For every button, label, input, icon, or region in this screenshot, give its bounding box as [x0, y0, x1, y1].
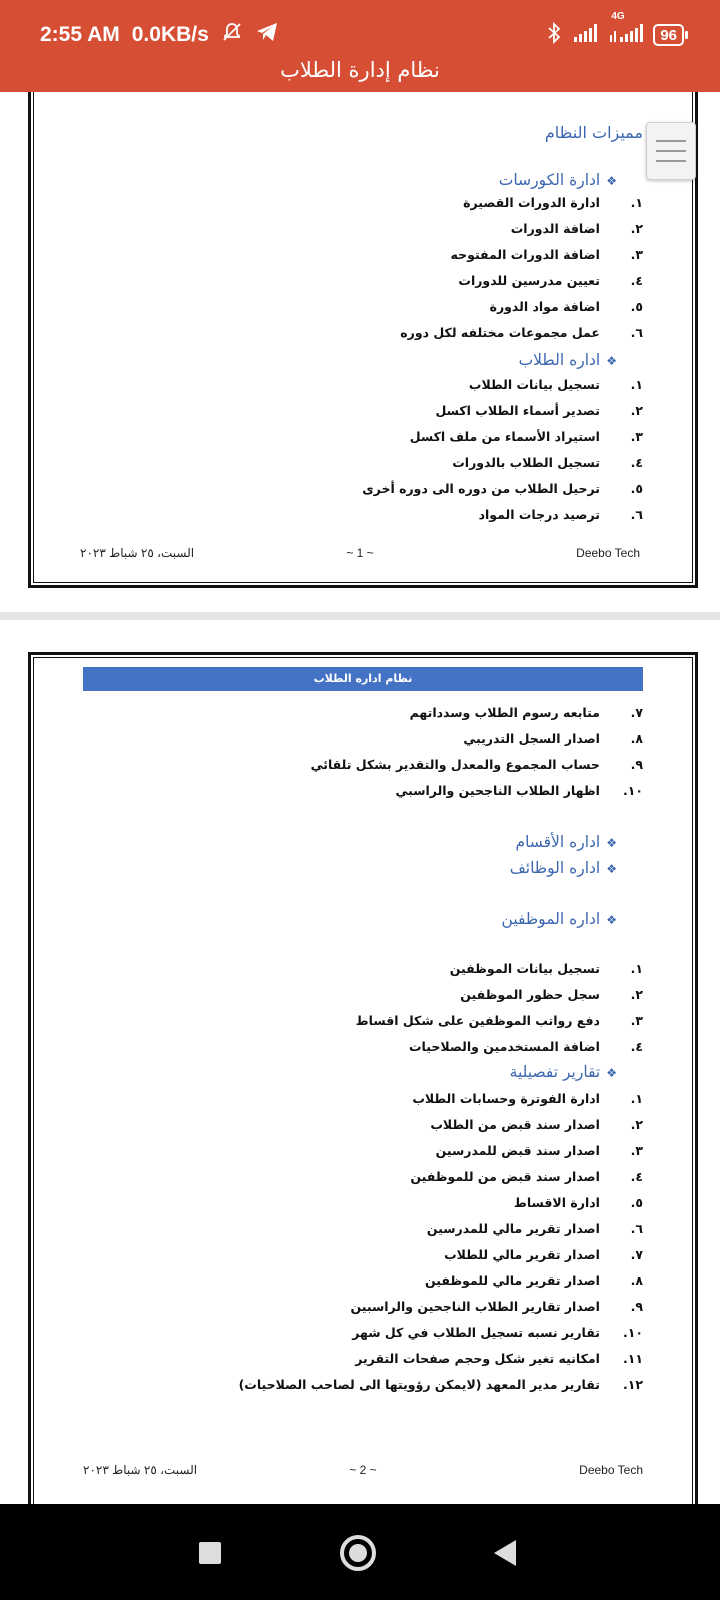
item-text: اصدار سند قبض من الطلاب	[430, 1117, 600, 1132]
list-item	[400, 325, 643, 340]
item-text: تعيين مدرسين للدورات	[458, 273, 600, 288]
section-reports-title	[510, 1063, 617, 1081]
list-item	[460, 987, 643, 1002]
footer-page-number: ~ 1 ~	[346, 546, 374, 560]
signal-icon	[573, 23, 599, 48]
list-item	[351, 1299, 644, 1314]
item-text: سجل حظور الموظفين	[460, 987, 600, 1002]
list-item	[410, 429, 643, 444]
item-number: ٣.	[630, 1143, 643, 1158]
footer-page-number: ~ 2 ~	[349, 1463, 377, 1477]
item-text: ترصيد درجات المواد	[478, 507, 600, 522]
list-item	[444, 1247, 643, 1262]
item-number: ٧.	[630, 705, 643, 720]
page-separator	[0, 612, 720, 620]
item-number: ٩.	[630, 757, 643, 772]
diamond-bullet-icon: ❖	[606, 1066, 617, 1080]
app-title: نظام إدارة الطلاب	[280, 58, 440, 82]
item-number: ١.	[630, 961, 643, 976]
item-text: ادارة الدورات القصيرة	[463, 195, 600, 210]
diamond-bullet-icon: ❖	[606, 354, 617, 368]
list-item	[436, 403, 644, 418]
list-item	[479, 507, 643, 522]
list-item	[356, 1013, 643, 1028]
section-label: اداره الموظفين	[501, 910, 601, 928]
item-number: ٦.	[630, 325, 643, 340]
item-number: ٢.	[630, 987, 643, 1002]
item-number: ١.	[630, 1091, 643, 1106]
list-item	[410, 705, 643, 720]
section-departments-title	[515, 833, 617, 851]
item-text: اصدار تقرير مالي للطلاب	[444, 1247, 600, 1262]
section-label: اداره الطلاب	[518, 351, 601, 369]
item-text: ادارة الاقساط	[513, 1195, 600, 1210]
item-number: ٤.	[630, 1039, 643, 1054]
section-jobs-title	[510, 859, 617, 877]
recents-button[interactable]	[199, 1542, 221, 1564]
item-text: ادارة الفوترة وحسابات الطلاب	[412, 1091, 600, 1106]
item-text: حساب المجموع والمعدل والتقدير بشكل تلقائي	[310, 757, 600, 772]
item-text: تصدير أسماء الطلاب اكسل	[435, 403, 600, 418]
status-bar-left	[40, 20, 279, 50]
item-text: تقارير نسبه تسجيل الطلاب في كل شهر	[352, 1325, 600, 1340]
menu-line-icon	[656, 160, 686, 162]
item-text: اضافة مواد الدورة	[489, 299, 600, 314]
battery-indicator	[653, 24, 684, 46]
item-text: اصدار سند قبض للمدرسين	[435, 1143, 600, 1158]
item-number: ٢.	[630, 403, 643, 418]
system-navigation-bar	[0, 1504, 720, 1600]
status-time: 2:55 AM	[40, 23, 120, 46]
item-number: ٢.	[630, 221, 643, 236]
item-text: متابعه رسوم الطلاب وسدداتهم	[409, 705, 600, 720]
list-item	[352, 1325, 643, 1340]
list-item	[355, 1351, 643, 1366]
item-number: ٢.	[630, 1117, 643, 1132]
footer-date: السبت، ٢٥ شباط ٢٠٢٣	[80, 546, 195, 560]
list-item	[458, 273, 643, 288]
list-item	[463, 195, 643, 210]
diamond-bullet-icon: ❖	[606, 174, 617, 188]
item-text: عمل مجموعات مختلفه لكل دوره	[400, 325, 600, 340]
item-number: ٨.	[630, 1273, 643, 1288]
section-label: تقارير تفصيلية	[509, 1063, 601, 1081]
item-number: ٨.	[630, 731, 643, 746]
status-bar-right	[545, 10, 684, 50]
list-item	[450, 961, 643, 976]
back-button[interactable]	[494, 1540, 516, 1566]
lte-signal-icon	[609, 10, 643, 48]
item-text: تسجيل بيانات الطلاب	[468, 377, 600, 392]
section-employees-title	[502, 910, 617, 928]
list-item	[469, 377, 643, 392]
item-number: ٤.	[630, 1169, 643, 1184]
item-text: اصدار السجل التدريبي	[463, 731, 600, 746]
list-item	[452, 455, 643, 470]
section-label: اداره الوظائف	[509, 859, 601, 877]
page-header-banner: نظام اداره الطلاب	[83, 667, 643, 691]
item-text: اصدار تقرير مالي للموظفين	[424, 1273, 600, 1288]
network-type: 4G	[611, 10, 625, 22]
diamond-bullet-icon: ❖	[606, 913, 617, 927]
item-text: تسجيل الطلاب بالدورات	[452, 455, 600, 470]
item-text: اصدار تقارير الطلاب الناجحين والراسبين	[350, 1299, 600, 1314]
footer-brand: Deebo Tech	[576, 546, 640, 560]
item-number: ٦.	[630, 507, 643, 522]
footer-date: السبت، ٢٥ شباط ٢٠٢٣	[83, 1463, 198, 1477]
item-number: ١٢.	[622, 1377, 643, 1392]
item-number: ٣.	[630, 247, 643, 262]
item-number: ٩.	[630, 1299, 643, 1314]
document-page-2	[28, 652, 698, 1504]
item-text: ترحيل الطلاب من دوره الى دوره أخرى	[362, 481, 600, 496]
item-text: اضافة الدورات	[510, 221, 600, 236]
section-courses-title	[499, 171, 617, 189]
item-text: اضافة المستخدمين والصلاحيات	[408, 1039, 600, 1054]
item-text: اضافة الدورات المفتوحه	[450, 247, 600, 262]
item-text: امكانيه تغير شكل وحجم صفحات التقرير	[355, 1351, 600, 1366]
item-number: ١.	[630, 195, 643, 210]
telegram-icon	[255, 21, 279, 49]
footer-brand: Deebo Tech	[579, 1463, 643, 1477]
item-number: ٧.	[630, 1247, 643, 1262]
app-bar	[0, 0, 720, 92]
list-item	[409, 1039, 643, 1054]
item-number: ٦.	[630, 1221, 643, 1236]
status-speed: 0.0KB/s	[131, 23, 209, 46]
section-label: اداره الأقسام	[515, 833, 601, 851]
item-number: ٤.	[630, 455, 643, 470]
item-number: ١١.	[622, 1351, 643, 1366]
item-text: اصدار سند قبض من للموظفين	[410, 1169, 600, 1184]
list-item	[311, 757, 643, 772]
menu-line-icon	[656, 140, 686, 142]
document-page-1	[28, 92, 698, 588]
item-text: دفع رواتب الموظفين على شكل اقساط	[355, 1013, 600, 1028]
section-label: ادارة الكورسات	[498, 171, 601, 189]
item-number: ١٠.	[622, 783, 643, 798]
item-text: استيراد الأسماء من ملف اكسل	[409, 429, 600, 444]
item-number: ١.	[630, 377, 643, 392]
list-item	[412, 1091, 643, 1106]
list-item	[427, 1221, 643, 1236]
item-number: ٥.	[630, 481, 643, 496]
document-viewer[interactable]	[0, 92, 720, 1504]
list-item	[463, 731, 643, 746]
item-number: ٤.	[630, 273, 643, 288]
item-number: ٥.	[630, 1195, 643, 1210]
section-students-title	[519, 351, 617, 369]
list-item	[451, 247, 643, 262]
diamond-bullet-icon: ❖	[606, 836, 617, 850]
item-number: ٥.	[630, 299, 643, 314]
bluetooth-icon	[545, 21, 563, 50]
item-number: ١٠.	[622, 1325, 643, 1340]
item-text: اظهار الطلاب الناجحين والراسبي	[395, 783, 600, 798]
item-text: تسجيل بيانات الموظفين	[449, 961, 600, 976]
list-item	[410, 1169, 643, 1184]
diamond-bullet-icon: ❖	[606, 862, 617, 876]
list-item	[362, 481, 643, 496]
item-text: تقارير مدير المعهد (لايمكن رؤويتها الى لصاحب الصلاحيات)	[238, 1377, 600, 1392]
features-heading: مميزات النظام	[544, 123, 643, 142]
item-text: اصدار تقرير مالي للمدرسين	[426, 1221, 600, 1236]
list-item	[395, 783, 643, 798]
item-number: ٣.	[630, 429, 643, 444]
list-item	[425, 1273, 643, 1288]
menu-line-icon	[656, 150, 686, 152]
list-item	[239, 1377, 643, 1392]
battery-level: 96	[660, 26, 677, 44]
item-number: ٣.	[630, 1013, 643, 1028]
home-button[interactable]	[340, 1535, 376, 1571]
menu-button[interactable]	[646, 122, 696, 180]
list-item	[436, 1143, 643, 1158]
list-item	[430, 1117, 643, 1132]
muted-bell-icon	[221, 21, 243, 49]
list-item	[511, 221, 643, 236]
list-item	[490, 299, 643, 314]
list-item	[514, 1195, 643, 1210]
